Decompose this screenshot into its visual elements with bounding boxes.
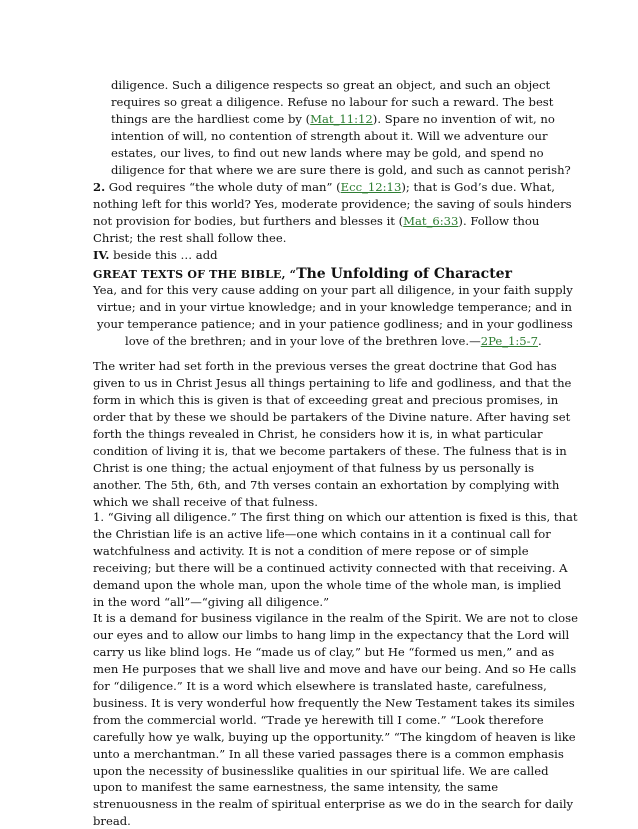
text-line: our eyes and to allow our limbs to hang limp in the expectancy that the Lord will (93, 628, 570, 643)
scripture-link[interactable]: Ecc_12:13 (340, 180, 402, 194)
text-span: ). Follow thou (458, 214, 540, 228)
text-span: ). Spare no invention of wit, no (372, 112, 555, 126)
heading-title: The Unfolding of Character (296, 266, 512, 282)
text-line: The writer had set forth in the previous verses the great doctrine that God has (93, 359, 557, 373)
text-line: upon to manifest the same earnestness, the same intensity, the same (93, 780, 499, 795)
text-line (93, 248, 218, 263)
text-line: intention of will, no contention of strength about it. Will we adventure our (111, 129, 548, 143)
text-span: . (537, 334, 542, 348)
quote-line: virtue; and in your virtue knowledge; and in your knowledge temperance; and in (97, 300, 572, 314)
text-line: order that by these we should be partakers of the Divine nature. After having set (93, 410, 571, 424)
text-line: men He purposes that we shall live and move and have our being. And so He calls (93, 662, 577, 677)
text-line: given to us in Christ Jesus all things pertaining to life and godliness, and that the (93, 376, 572, 390)
scripture-link[interactable]: 2Pe_1:5-7 (480, 334, 538, 348)
scripture-link[interactable]: Mat_6:33 (403, 214, 459, 228)
text-span: not provision for bodies, but furthers and blesses it ( (93, 214, 404, 228)
text-line: It is a demand for business vigilance in the realm of the Spirit. We are not to close (93, 611, 578, 626)
quote-line: your temperance patience; and in your patience godliness; and in your godliness (97, 317, 573, 331)
text-span: beside this … add (109, 248, 218, 262)
text-line: Christ; the rest shall follow thee. (93, 231, 287, 245)
text-line: unto a merchantman.” In all these varied passages there is a common emphasis (93, 746, 564, 761)
text-span: ); that is God’s due. What, (401, 180, 555, 194)
text-line: carry us like blind logs. He “made us of clay,” but He “formed us men,” and as (93, 645, 555, 660)
text-line: business. It is very wonderful how frequently the New Testament takes its similes (93, 695, 575, 710)
quote-line: Yea, and for this very cause adding on your part all diligence, in your faith supply (93, 283, 573, 297)
text-line: watchfulness and activity. It is not a condition of mere repose or of simple (93, 543, 529, 558)
text-line (93, 214, 539, 229)
text-line (93, 180, 555, 195)
text-line: demand upon the whole man, upon the whole time of the whole man, is implied (93, 577, 562, 592)
text-line: diligence for that where we are sure there is gold, and such as cannot perish? (111, 163, 571, 177)
text-line: the Christian life is an active life—one which contains in it a continual call for (93, 526, 551, 541)
text-line: forth the things revealed in Christ, he considers how it is, in what particular (93, 427, 543, 441)
text-span: love of the brethren; and in your love of the brethren love.— (125, 334, 481, 348)
point-number: 2. (93, 180, 106, 194)
text-line: estates, our lives, to find out new lands where may be gold, and spend no (111, 146, 544, 160)
text-line: strenuousness in the realm of spiritual enterprise as we do in the search for daily (93, 797, 574, 812)
text-line: in the word “all”—“giving all diligence.” (93, 594, 330, 609)
section-number: IV. (93, 248, 110, 262)
text-line: for “diligence.” It is a word which elsewhere is translated haste, carefulness, (93, 679, 547, 693)
text-line: nothing left for this world? Yes, moderate providence; the saving of souls hinders (93, 197, 572, 211)
text-line: form in which this is given is that of exceeding great and precious promises, in (93, 393, 559, 407)
text-line: which we shall receive of that fulness. (93, 495, 318, 509)
section-heading (93, 265, 512, 284)
text-line: upon the necessity of businesslike qualities in our spiritual life. We are called (93, 763, 549, 778)
text-line: receiving; but there will be a continued activity connected with that receiving. A (93, 560, 568, 575)
text-line: Christ is one thing; the actual enjoyment of that fulness by us personally is (93, 461, 535, 475)
text-line: from the commercial world. “Trade ye herewith till I come.” “Look therefore (93, 712, 544, 727)
text-line: diligence. Such a diligence respects so great an object, and such an object (111, 78, 551, 92)
scripture-link[interactable]: Mat_11:12 (310, 112, 373, 126)
text-line: condition of living it is, that we become partakers of these. The fulness that is in (93, 444, 567, 458)
text-line: requires so great a diligence. Refuse no labour for such a reward. The best (111, 95, 554, 109)
text-line: another. The 5th, 6th, and 7th verses contain an exhortation by complying with (93, 478, 560, 492)
text-line: carefully how ye walk, buying up the opportunity.” “The kingdom of heaven is like (93, 729, 576, 744)
text-span: things are the hardliest come by ( (111, 112, 311, 126)
text-line: 1. “Giving all diligence.” The first thing on which our attention is fixed is this, that (93, 510, 578, 524)
text-line: bread. (93, 814, 131, 829)
text-span: God requires “the whole duty of man” ( (105, 180, 341, 194)
quote-line (125, 334, 542, 349)
text-line (111, 112, 555, 127)
heading-prefix: GREAT TEXTS OF THE BIBLE, “ (93, 268, 297, 281)
